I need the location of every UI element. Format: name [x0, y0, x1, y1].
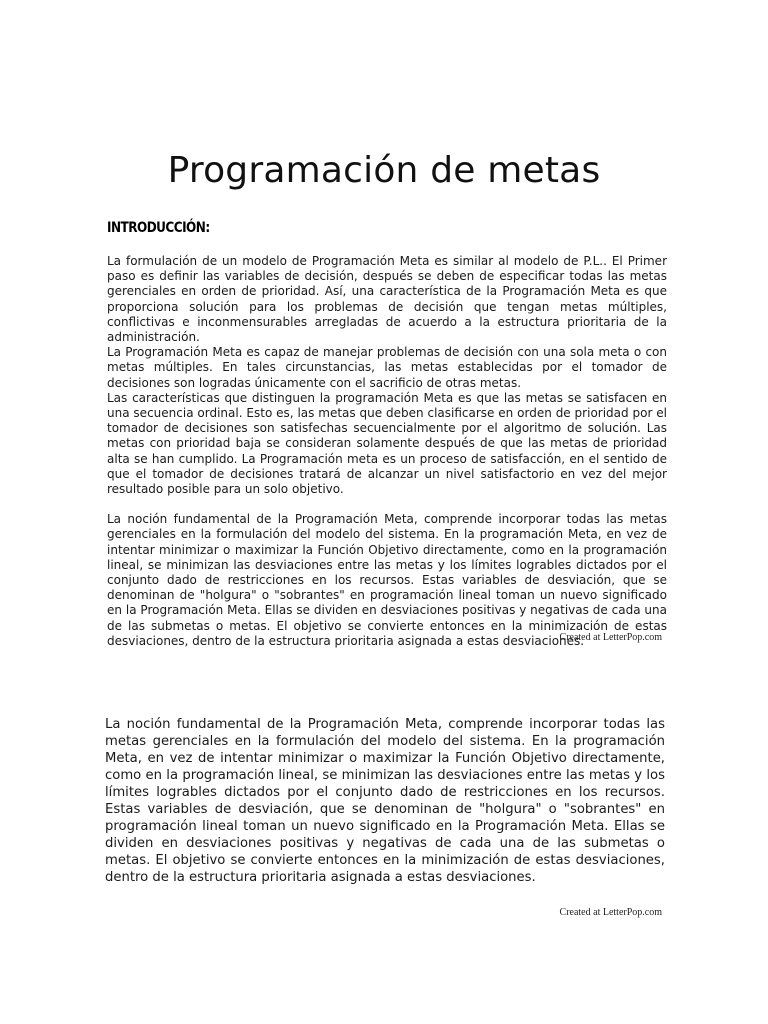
intro-paragraph-1: La formulación de un modelo de Programación Meta es similar al modelo de P.L.. El Primer paso es definir las variables de decisión, después se deben de especificar todas las metas gerenciales en orden de prioridad. Así, una característica de la Programación Meta es que proporciona solución para los problemas de decisión que tengan metas múltiples, conflictivas e inconmensurables arregladas de acuerdo a la estructura prioritaria de la administración.: [107, 254, 667, 345]
intro-paragraph-3: Las características que distinguen la programación Meta es que las metas se satisfacen en una secuencia ordinal. Esto es, las metas que deben clasificarse en orden de prioridad por el tomador de decisiones son satisfechas secuencialmente por el algoritmo de solución. Las metas con prioridad baja se consideran solamente después de que las metas de prioridad alta se han cumplido. La Programación meta es un proceso de satisfacción, en el sentido de que el tomador de decisiones tratará de alcanzar un nivel satisfactorio en vez del mejor resultado posible para un solo objetivo.: [107, 390, 667, 497]
letterpop-credit-bottom: Created at LetterPop.com: [559, 907, 662, 918]
intro-paragraph-2: La Programación Meta es capaz de manejar problemas de decisión con una sola meta o con metas múltiples. En tales circunstancias, las metas establecidas por el tomador de decisiones son logradas únicamente con el sacrificio de otras metas.: [107, 345, 667, 390]
intro-text-block: [107, 254, 667, 649]
second-section-paragraph: La noción fundamental de la Programación Meta, comprende incorporar todas las metas gerenciales en la formulación del modelo del sistema. En la programación Meta, en vez de intentar minimizar o maximizar la Función Objetivo directamente, como en la programación lineal, se minimizan las desviaciones entre las metas y los límites logrables dictados por el conjunto dado de restricciones en los recursos. Estas variables de desviación, que se denominan de "holgura" o "sobrantes" en programación lineal toman un nuevo significado en la Programación Meta. Ellas se dividen en desviaciones positivas y negativas de cada una de las submetas o metas. El objetivo se convierte entonces en la minimización de estas desviaciones, dentro de la estructura prioritaria asignada a estas desviaciones.: [105, 717, 665, 885]
intro-paragraph-4: La noción fundamental de la Programación Meta, comprende incorporar todas las metas gerenciales en la formulación del modelo del sistema. En la programación Meta, en vez de intentar minimizar o maximizar la Función Objetivo directamente, como en la programación lineal, se minimizan las desviaciones entre las metas y los límites logrables dictados por el conjunto dado de restricciones en los recursos. Estas variables de desviación, que se denominan de "holgura" o "sobrantes" en programación lineal toman un nuevo significado en la Programación Meta. Ellas se dividen en desviaciones positivas y negativas de cada una de las submetas o metas. El objetivo se convierte entonces en la minimización de estas desviaciones, dentro de la estructura prioritaria asignada a estas desviaciones.: [107, 512, 667, 648]
letterpop-credit: Created at LetterPop.com: [559, 632, 662, 643]
page-title: Programación de metas: [167, 150, 601, 191]
section-heading: INTRODUCCIÓN:: [107, 220, 210, 236]
